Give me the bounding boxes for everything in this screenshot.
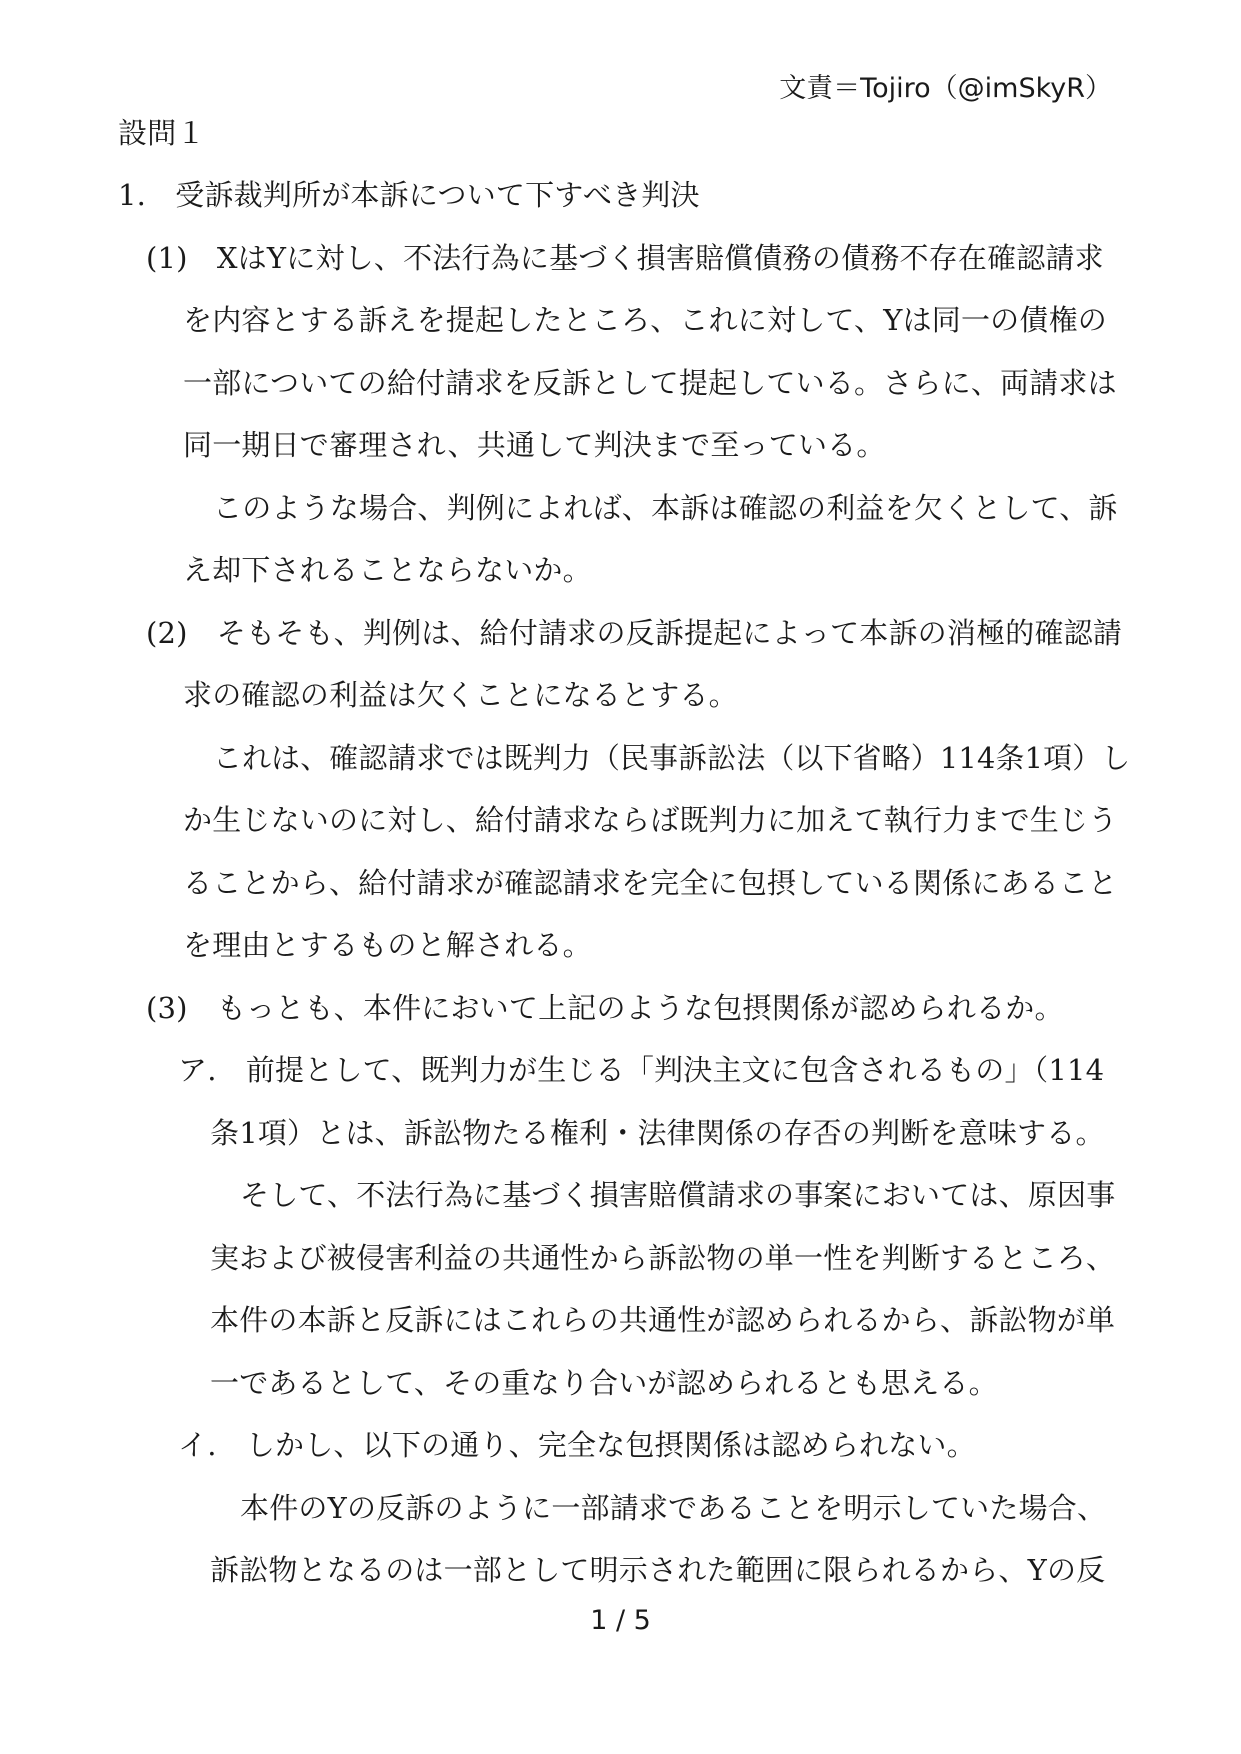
subparagraph-a-line-1: ア. 前提として、既判力が生じる「判決主文に包含されるもの」（114	[178, 1053, 1105, 1087]
paragraph-2-line-2: え却下されることならないか。	[183, 553, 592, 587]
paragraph-2-line-1: このような場合、判例によれば、本訴は確認の利益を欠くとして、訴	[213, 491, 1118, 525]
paragraph-4-line-2: か生じないのに対し、給付請求ならば既判力に加えて執行力まで生じう	[183, 803, 1118, 837]
paragraph-1-line-3: 一部についての給付請求を反訴として提起している。さらに、両請求は	[183, 366, 1117, 400]
paragraph-4-line-4: を理由とするものと解される。	[183, 928, 592, 962]
paragraph-3-line-1: (2) そもそも、判例は、給付請求の反訴提起によって本訴の消極的確認請	[146, 616, 1123, 650]
paragraph-1-line-4: 同一期日で審理され、共通して判決まで至っている。	[183, 428, 886, 462]
paragraph-4-line-3: ることから、給付請求が確認請求を完全に包摂している関係にあること	[183, 866, 1118, 900]
page-number: 1 / 5	[590, 1605, 651, 1636]
paragraph-5-line-1: (3) もっとも、本件において上記のような包摂関係が認められるか。	[146, 991, 1064, 1025]
subparagraph-a-line-2: 条1項）とは、訴訟物たる権利・法律関係の存否の判断を意味する。	[210, 1116, 1105, 1150]
subparagraph-i2-line-1: 本件のYの反訴のように一部請求であることを明示していた場合、	[240, 1491, 1107, 1525]
subparagraph-a2-line-3: 本件の本訴と反訴にはこれらの共通性が認められるから、訴訟物が単	[210, 1303, 1116, 1337]
paragraph-3-line-2: 求の確認の利益は欠くことになるとする。	[183, 678, 738, 712]
subparagraph-i2-line-2: 訴訟物となるのは一部として明示された範囲に限られるから、Yの反	[210, 1553, 1106, 1587]
paragraph-1-line-2: を内容とする訴えを提起したところ、これに対して、Yは同一の債権の	[183, 303, 1107, 337]
subparagraph-i-line-1: イ. しかし、以下の通り、完全な包摂関係は認められない。	[178, 1428, 976, 1462]
heading-question-1: 設問１	[118, 116, 206, 150]
author-credit: 文責＝Tojiro（@imSkyR）	[779, 73, 1112, 104]
heading-section-1: 1. 受訴裁判所が本訴について下すべき判決	[118, 178, 700, 212]
paragraph-1-line-1: (1) XはYに対し、不法行為に基づく損害賠償債務の債務不存在確認請求	[146, 241, 1104, 275]
subparagraph-a2-line-4: 一であるとして、その重なり合いが認められるとも思える。	[210, 1366, 998, 1400]
paragraph-4-line-1: これは、確認請求では既判力（民事訴訟法（以下省略）114条1項）し	[213, 741, 1131, 775]
subparagraph-a2-line-1: そして、不法行為に基づく損害賠償請求の事案においては、原因事	[240, 1178, 1116, 1212]
subparagraph-a2-line-2: 実および被侵害利益の共通性から訴訟物の単一性を判断するところ、	[210, 1241, 1116, 1275]
